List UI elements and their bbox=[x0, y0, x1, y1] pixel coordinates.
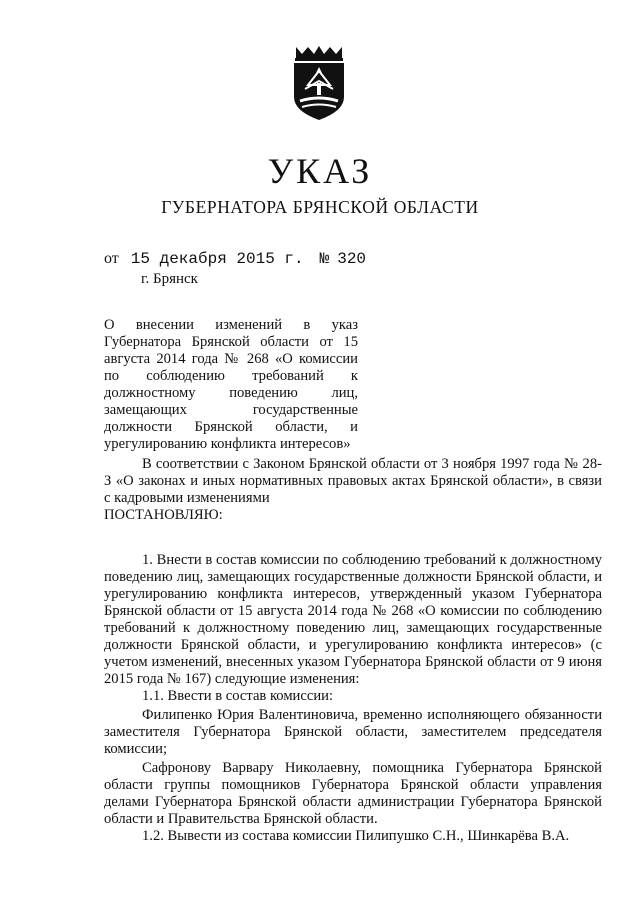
person-1-paragraph: Филипенко Юрия Валентиновича, временно исполняющего обязанности заместителя Губернатора Брянской области, заместителем председателя комиссии; bbox=[104, 707, 602, 757]
decree-number: 320 bbox=[337, 250, 367, 268]
person-2-paragraph: Сафронову Варвару Николаевну, помощника Губернатора Брянской области группы помощников Губернатора Брянской области управления делами Губернатора Брянской области администрации Губернатора Брянской области и Правительства Брянской области. bbox=[104, 760, 602, 827]
item-1-2-paragraph: 1.2. Вывести из состава комиссии Пилипушко С.Н., Шинкарёва В.А. bbox=[142, 828, 570, 844]
document-title: УКАЗ bbox=[267, 151, 373, 191]
number-prefix: № bbox=[319, 250, 330, 268]
item-1-paragraph: 1. Внести в состав комиссии по соблюдению требований к должностному поведению лиц, замещающих государственные должности Брянской области, и урегулированию конфликта интересов, утвержденный указом Губернатора Брянской области от 15 августа 2014 года № 268 «О комиссии по соблюдению требований к должностному поведению лиц, замещающих государственные должности Брянской области, и урегулированию конфликта интересов» (с учетом изменений, внесенных указом Губернатора Брянской области от 9 июня 2015 года № 167) следующие изменения: bbox=[104, 552, 602, 687]
preamble-paragraph: В соответствии с Законом Брянской области от 3 ноября 1997 года № 28-З «О законах и иных нормативных правовых актах Брянской области», в связи с кадровыми изменениями bbox=[104, 456, 602, 506]
decree-word: ПОСТАНОВЛЯЮ: bbox=[104, 507, 223, 523]
date-number-line bbox=[104, 250, 366, 268]
document-subtitle: ГУБЕРНАТОРА БРЯНСКОЙ ОБЛАСТИ bbox=[161, 197, 479, 217]
date-prefix: от bbox=[104, 250, 119, 267]
decree-body bbox=[104, 456, 602, 845]
bryansk-coat-of-arms-icon bbox=[288, 45, 350, 122]
item-1-1-paragraph: 1.1. Ввести в состав комиссии: bbox=[142, 688, 334, 704]
city: г. Брянск bbox=[141, 271, 198, 287]
decree-date: 15 декабря 2015 г. bbox=[130, 250, 304, 268]
decree-subject: О внесении изменений в указ Губернатора Брянской области от 15 августа 2014 года № 268 «О комиссии по соблюдению требований к должностному поведению лиц, замещающих государственные должности Брянской области, и урегулированию конфликта интересов» bbox=[104, 317, 358, 452]
